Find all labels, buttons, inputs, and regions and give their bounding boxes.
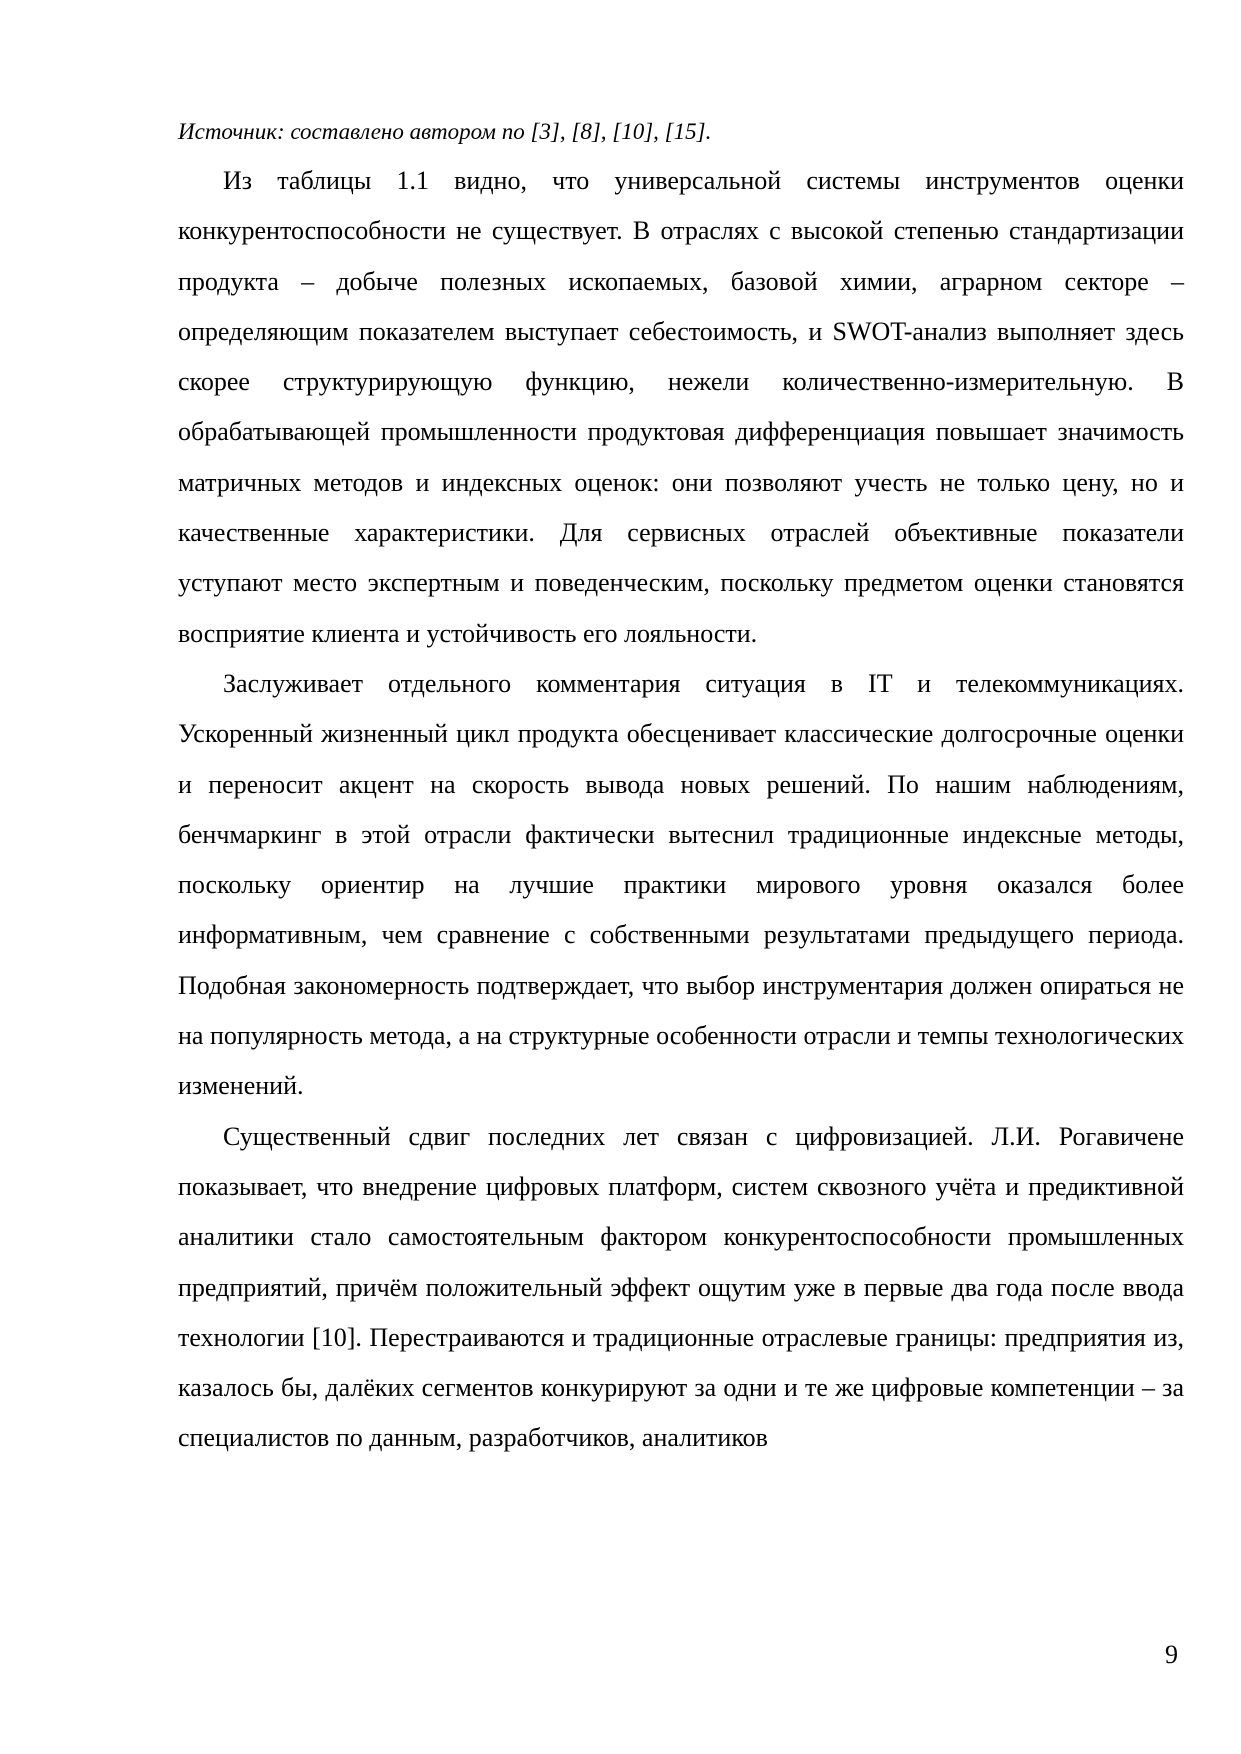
paragraph-2: Заслуживает отдельного комментария ситуация в IT и телекоммуникациях. Ускоренный жизненный цикл продукта обесценивает классические долгосрочные оценки и переносит акцент на скорость вывода новых решений. По нашим наблюдениям, бенчмаркинг в этой отрасли фактически вытеснил традиционные индексные методы, поскольку ориентир на лучшие практики мирового уровня оказался более информативным, чем сравнение с собственными результатами предыдущего периода. Подобная закономерность подтверждает, что выбор инструментария должен опираться не на популярность метода, а на структурные особенности отрасли и темпы технологических изменений. <box>178 668 1184 1101</box>
table-source-note: Источник: составлено автором по [3], [8], [10], [15]. <box>178 119 712 144</box>
paragraph-1: Из таблицы 1.1 видно, что универсальной системы инструментов оценки конкурентоспособности не существует. В отраслях с высокой степенью стандартизации продукта – добыче полезных ископаемых, базовой химии, аграрном секторе – определяющим показателем выступает себестоимость, и SWOT-анализ выполняет здесь скорее структурирующую функцию, нежели количественно-измерительную. В обрабатывающей промышленности продуктовая дифференциация повышает значимость матричных методов и индексных оценок: они позволяют учесть не только цену, но и качественные характеристики. Для сервисных отраслей объективные показатели уступают место экспертным и поведенческим, поскольку предметом оценки становятся восприятие клиента и устойчивость его лояльности. <box>178 166 1184 648</box>
page-number: 9 <box>1165 1640 1178 1669</box>
body-text <box>178 156 1184 1464</box>
paragraph-3: Существенный сдвиг последних лет связан с цифровизацией. Л.И. Рогавичене показывает, что внедрение цифровых платформ, систем сквозного учёта и предиктивной аналитики стало самостоятельным фактором конкурентоспособности промышленных предприятий, причём положительный эффект ощутим уже в первые два года после ввода технологии [10]. Перестраиваются и традиционные отраслевые границы: предприятия из, казалось бы, далёких сегментов конкурируют за одни и те же цифровые компетенции – за специалистов по данным, разработчиков, аналитиков <box>178 1121 1184 1453</box>
